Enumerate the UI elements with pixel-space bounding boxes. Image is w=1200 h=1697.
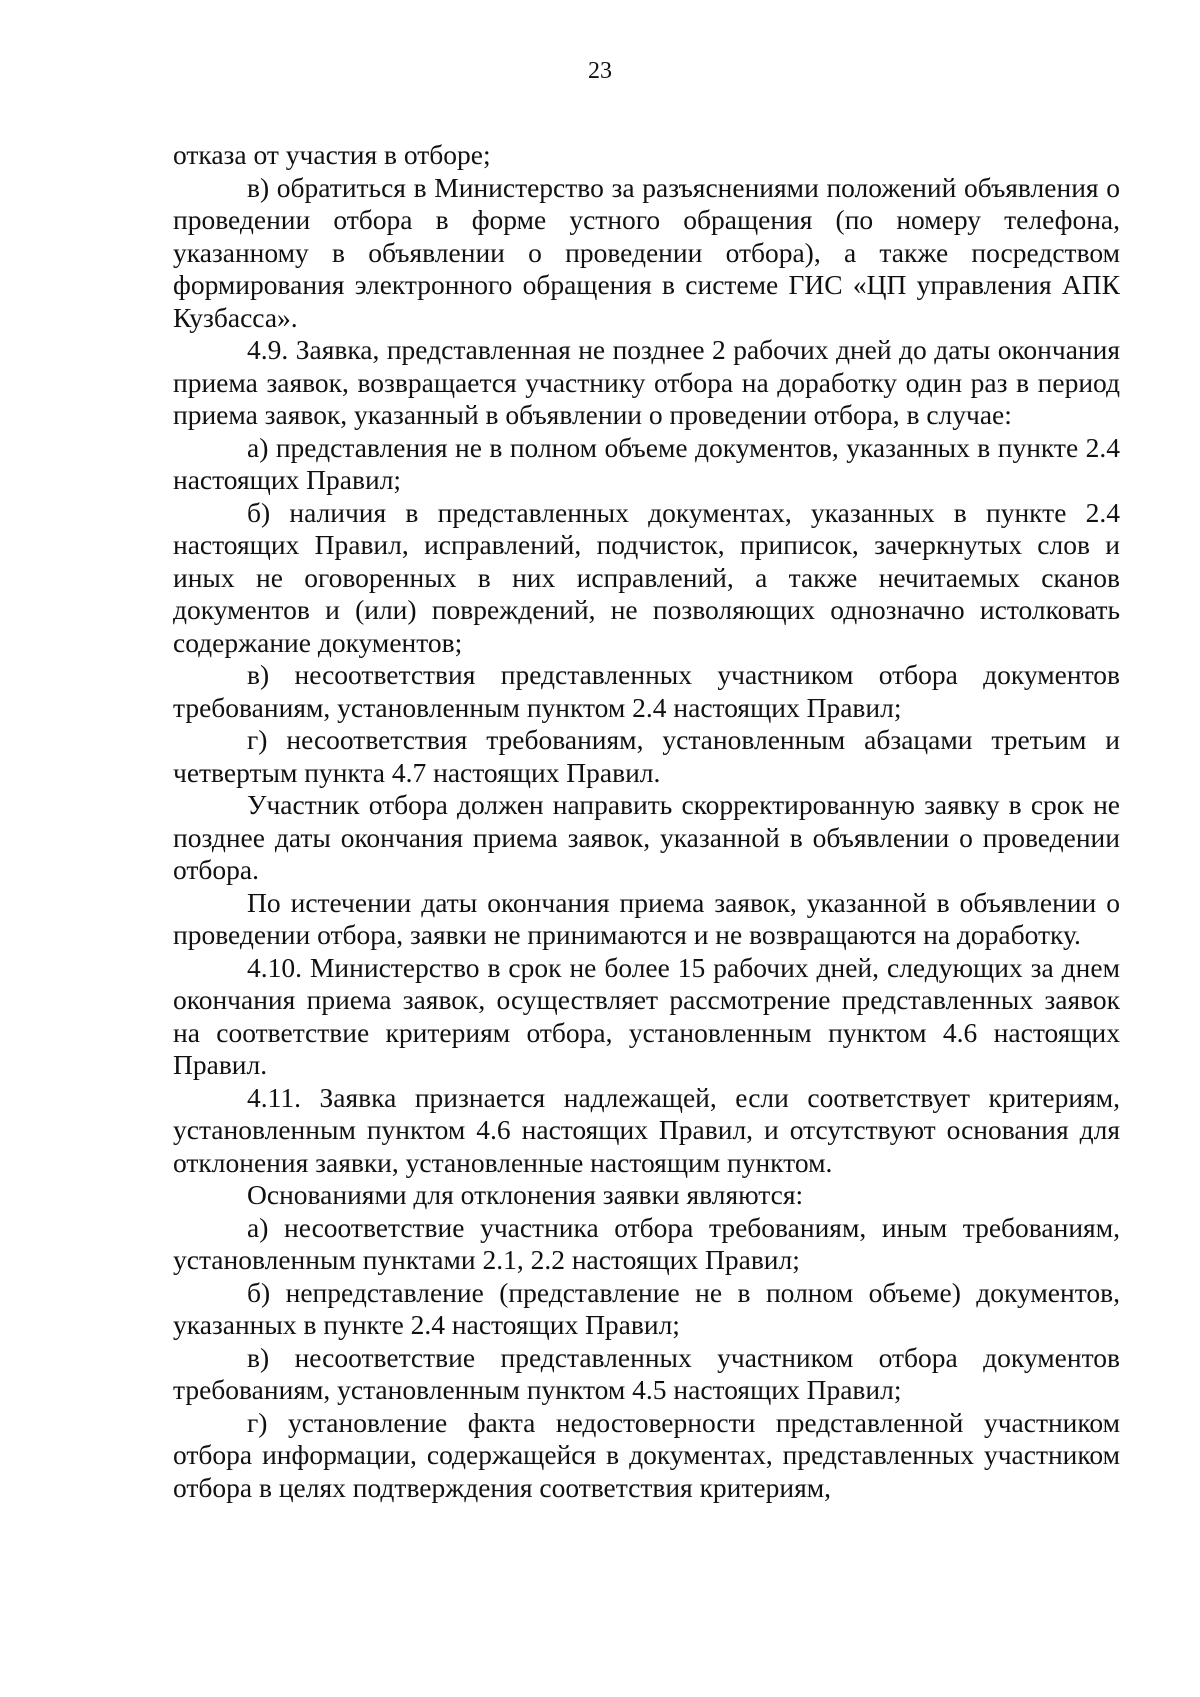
paragraph-5: б) наличия в представленных документах, указанных в пункте 2.4 настоящих Правил, исправлений, подчисток, приписок, зачеркнутых слов и иных не оговоренных в них исправлений, а также нечитаемых сканов документов и (или) повреждений, не позволяющих однозначно истолковать содержание документов;: [173, 496, 1120, 658]
paragraph-6: в) несоответствия представленных участником отбора документов требованиям, установленным пунктом 2.4 настоящих Правил;: [173, 659, 1120, 723]
paragraph-1: отказа от участия в отборе;: [173, 139, 491, 170]
paragraph-11: 4.11. Заявка признается надлежащей, если соответствует критериям, установленным пунктом 4.6 настоящих Правил, и отсутствуют основания для отклонения заявки, установленные настоящим пунктом.: [173, 1081, 1120, 1178]
paragraph-10: 4.10. Министерство в срок не более 15 рабочих дней, следующих за днем окончания приема заявок, осуществляет рассмотрение представленных заявок на соответствие критериям отбора, установленным пунктом 4.6 настоящих Правил.: [173, 951, 1120, 1080]
paragraph-2: в) обратиться в Министерство за разъяснениями положений объявления о проведении отбора в форме устного обращения (по номеру телефона, указанному в объявлении о проведении отбора), а также посредством формирования электронного обращения в системе ГИС «ЦП управления АПК Кузбасса».: [173, 171, 1120, 333]
paragraph-13: а) несоответствие участника отбора требованиям, иным требованиям, установленным пунктами 2.1, 2.2 настоящих Правил;: [173, 1211, 1120, 1275]
paragraph-12: Основаниями для отклонения заявки являются:: [247, 1179, 804, 1210]
paragraph-7: г) несоответствия требованиям, установленным абзацами третьим и четвертым пункта 4.7 настоящих Правил.: [173, 724, 1120, 788]
paragraph-4: а) представления не в полном объеме документов, указанных в пункте 2.4 настоящих Правил;: [173, 431, 1120, 495]
page-number: 23: [588, 58, 612, 84]
paragraph-14: б) непредставление (представление не в полном объеме) документов, указанных в пункте 2.4 настоящих Правил;: [173, 1276, 1120, 1340]
paragraph-16: г) установление факта недостоверности представленной участником отбора информации, содержащейся в документах, представленных участником отбора в целях подтверждения соответствия критериям,: [173, 1406, 1120, 1503]
paragraph-15: в) несоответствие представленных участником отбора документов требованиям, установленным пунктом 4.5 настоящих Правил;: [173, 1341, 1120, 1405]
paragraph-3: 4.9. Заявка, представленная не позднее 2 рабочих дней до даты окончания приема заявок, возвращается участнику отбора на доработку один раз в период приема заявок, указанный в объявлении о проведении отбора, в случае:: [173, 334, 1120, 430]
paragraph-9: По истечении даты окончания приема заявок, указанной в объявлении о проведении отбора, заявки не принимаются и не возвращаются на доработку.: [173, 886, 1120, 950]
paragraph-8: Участник отбора должен направить скорректированную заявку в срок не позднее даты окончания приема заявок, указанной в объявлении о проведении отбора.: [173, 789, 1120, 885]
document-body: [173, 139, 1120, 1504]
